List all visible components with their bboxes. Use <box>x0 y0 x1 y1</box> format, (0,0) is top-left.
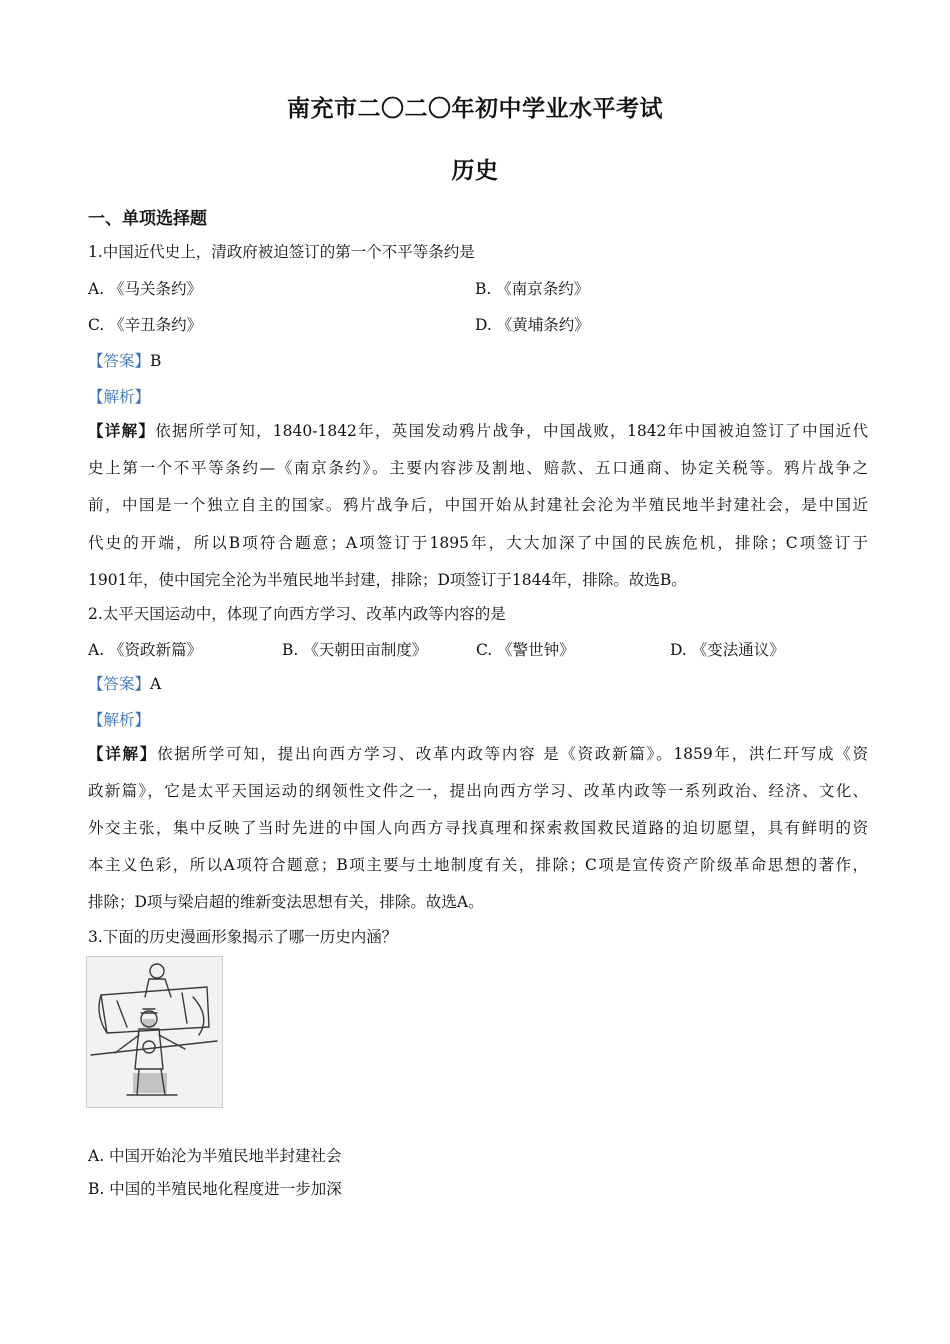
detail-line: 排除；D项与梁启超的维新变法思想有关，排除。故选A。 <box>88 893 484 911</box>
option-a: A. 《马关条约》 <box>88 280 203 298</box>
option-c: C. 《辛丑条约》 <box>88 316 203 334</box>
analysis-line <box>88 708 150 730</box>
detail-label: 【详解】 <box>88 744 157 763</box>
question-stem: 2.太平天国运动中，体现了向西方学习、改革内政等内容的是 <box>88 605 506 623</box>
detail-line: 史上第一个不平等条约—《南京条约》。主要内容涉及割地、赔款、五口通商、协定关税等。鸦片战争之 <box>88 459 868 477</box>
detail-line: 外交主张，集中反映了当时先进的中国人向西方寻找真理和探索救国救民道路的迫切愿望，具有鲜明的资 <box>88 819 868 837</box>
answer-value: A <box>150 675 162 693</box>
detail-text: 依据所学可知，提出向西方学习、改革内政等内容 是《资政新篇》。1859年，洪仁玕写成《资 <box>157 745 868 763</box>
option-a: A. 《资政新篇》 <box>88 641 203 659</box>
analysis-label: 【解析】 <box>88 388 151 406</box>
subject-title: 历史 <box>451 158 499 184</box>
answer-line <box>88 672 161 694</box>
analysis-line <box>88 385 150 407</box>
detail-line: 1901年，使中国完全沦为半殖民地半封建，排除；D项签订于1844年，排除。故选B。 <box>88 571 687 589</box>
answer-line <box>88 349 161 371</box>
option-d: D. 《变法通议》 <box>670 641 785 659</box>
option-c: C. 《警世钟》 <box>476 641 575 659</box>
question-stem: 1.中国近代史上，清政府被迫签订的第一个不平等条约是 <box>88 243 475 261</box>
detail-line <box>88 419 868 441</box>
history-cartoon-image <box>86 956 223 1108</box>
option-b: B. 《天朝田亩制度》 <box>282 641 428 659</box>
exam-title: 南充市二〇二〇年初中学业水平考试 <box>287 96 663 122</box>
option-d: D. 《黄埔条约》 <box>475 316 590 334</box>
detail-label: 【详解】 <box>88 421 156 440</box>
option-b: B. 《南京条约》 <box>475 280 590 298</box>
section-heading: 一、单项选择题 <box>88 209 207 229</box>
detail-line: 代史的开端，所以B项符合题意；A项签订于1895年，大大加深了中国的民族危机，排除；C项签订于 <box>88 534 868 552</box>
detail-line: 前，中国是一个独立自主的国家。鸦片战争后，中国开始从封建社会沦为半殖民地半封建社会，是中国近 <box>88 496 868 514</box>
option-a: A. 中国开始沦为半殖民地半封建社会 <box>88 1147 342 1165</box>
question-stem: 3.下面的历史漫画形象揭示了哪一历史内涵？ <box>88 928 398 946</box>
detail-line: 本主义色彩，所以A项符合题意；B项主要与土地制度有关，排除；C项是宣传资产阶级革命思想的著作， <box>88 856 868 874</box>
option-b: B. 中国的半殖民地化程度进一步加深 <box>88 1180 342 1198</box>
answer-label: 【答案】 <box>88 352 151 370</box>
detail-text: 依据所学可知，1840-1842年，英国发动鸦片战争，中国战败，1842年中国被迫签订了中国近代 <box>155 422 868 440</box>
answer-value: B <box>150 352 162 370</box>
analysis-label: 【解析】 <box>88 711 151 729</box>
detail-line <box>88 742 868 764</box>
detail-line: 政新篇》，它是太平天国运动的纲领性文件之一，提出向西方学习、改革内政等一系列政治、经济、文化、 <box>88 782 868 800</box>
answer-label: 【答案】 <box>88 675 151 693</box>
